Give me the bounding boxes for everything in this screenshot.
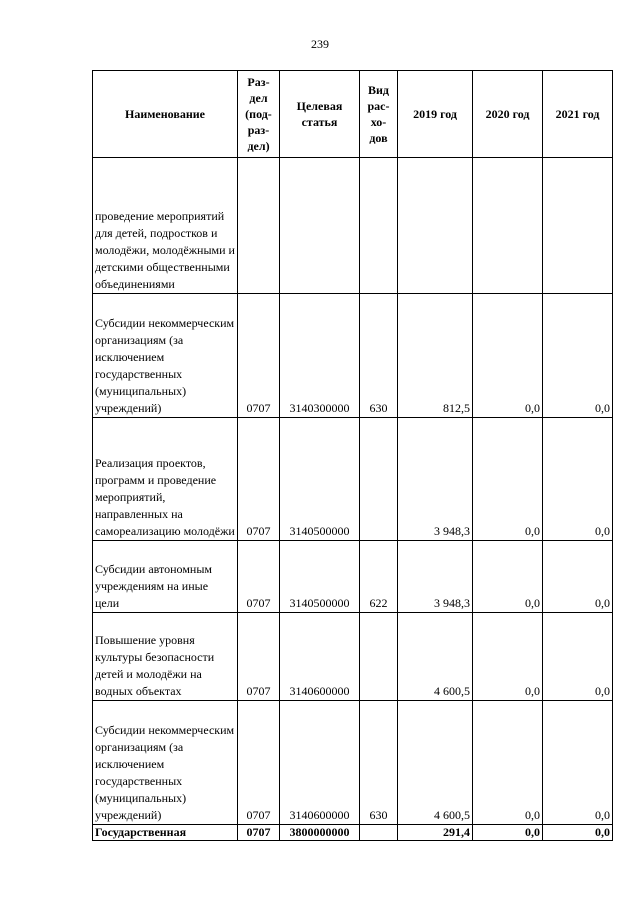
row-target: 3140500000 [280, 418, 360, 541]
table-row [93, 701, 613, 825]
row-target: 3140500000 [280, 541, 360, 613]
row-2021: 0,0 [543, 294, 613, 418]
row-2021 [543, 158, 613, 294]
row-2019: 291,4 [398, 825, 473, 841]
row-section: 0707 [238, 541, 280, 613]
row-section: 0707 [238, 701, 280, 825]
row-2021: 0,0 [543, 541, 613, 613]
row-2019: 4 600,5 [398, 613, 473, 701]
row-name: Повышение уровня культуры безопасности детей и молодёжи на водных объектах [93, 613, 238, 701]
header-target: Целевая статья [280, 71, 360, 158]
header-row [93, 71, 613, 158]
row-2020 [473, 158, 543, 294]
row-2021: 0,0 [543, 418, 613, 541]
row-2019 [398, 158, 473, 294]
row-2019: 812,5 [398, 294, 473, 418]
table-row [93, 294, 613, 418]
row-2019: 3 948,3 [398, 541, 473, 613]
row-2021: 0,0 [543, 613, 613, 701]
row-target: 3140600000 [280, 613, 360, 701]
row-section: 0707 [238, 825, 280, 841]
row-2021: 0,0 [543, 701, 613, 825]
table-row [93, 541, 613, 613]
row-expense-type: 622 [360, 541, 398, 613]
row-2019: 3 948,3 [398, 418, 473, 541]
row-expense-type: 630 [360, 294, 398, 418]
row-section: 0707 [238, 294, 280, 418]
row-target: 3800000000 [280, 825, 360, 841]
row-section: 0707 [238, 613, 280, 701]
table-row [93, 158, 613, 294]
header-2020: 2020 год [473, 71, 543, 158]
header-section: Раз- дел (под- раз- дел) [238, 71, 280, 158]
row-target: 3140600000 [280, 701, 360, 825]
row-expense-type [360, 418, 398, 541]
row-2021: 0,0 [543, 825, 613, 841]
budget-table [92, 70, 613, 841]
row-name: Государственная [93, 825, 238, 841]
row-name: Реализация проектов, программ и проведение мероприятий, направленных на самореализацию молодёжи [93, 418, 238, 541]
row-2020: 0,0 [473, 613, 543, 701]
row-name: Субсидии некоммерческим организациям (за исключением государственных (муниципальных) учреждений) [93, 701, 238, 825]
row-expense-type [360, 613, 398, 701]
row-name: Субсидии автономным учреждениям на иные цели [93, 541, 238, 613]
row-2020: 0,0 [473, 541, 543, 613]
table-row-bold [93, 825, 613, 841]
table-row [93, 613, 613, 701]
row-name: проведение мероприятий для детей, подростков и молодёжи, молодёжными и детскими общественными объединениями [93, 158, 238, 294]
row-expense-type: 630 [360, 701, 398, 825]
header-2021: 2021 год [543, 71, 613, 158]
header-expense-type: Вид рас- хо- дов [360, 71, 398, 158]
row-section: 0707 [238, 418, 280, 541]
table-row [93, 418, 613, 541]
row-expense-type [360, 825, 398, 841]
page-number: 239 [311, 37, 329, 51]
row-2020: 0,0 [473, 825, 543, 841]
row-2020: 0,0 [473, 294, 543, 418]
row-expense-type [360, 158, 398, 294]
header-2019: 2019 год [398, 71, 473, 158]
row-section [238, 158, 280, 294]
row-target: 3140300000 [280, 294, 360, 418]
row-2019: 4 600,5 [398, 701, 473, 825]
row-2020: 0,0 [473, 701, 543, 825]
row-target [280, 158, 360, 294]
row-2020: 0,0 [473, 418, 543, 541]
header-name: Наименование [93, 71, 238, 158]
row-name: Субсидии некоммерческим организациям (за исключением государственных (муниципальных) учреждений) [93, 294, 238, 418]
